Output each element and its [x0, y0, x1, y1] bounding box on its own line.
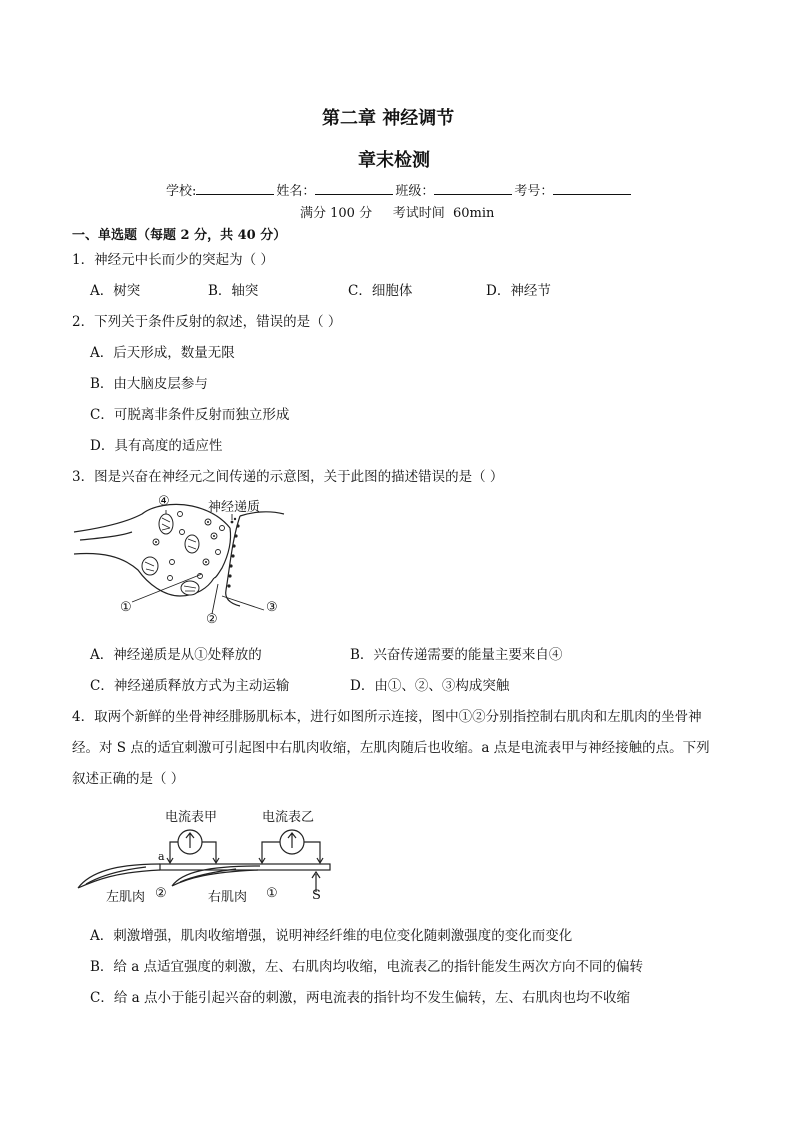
mitochondrion	[159, 514, 173, 534]
label-circle-three: ③	[266, 600, 278, 615]
score-time-line: 满分 100 分 考试时间 60min	[300, 206, 495, 221]
student-info-line	[166, 180, 633, 199]
question-4-stem-line1: 4．取两个新鲜的坐骨神经腓肠肌标本，进行如图所示连接，图中①②分别指控制右肌肉和左肌肉的坐骨神	[72, 709, 702, 725]
label-circle-two-q4: ②	[155, 886, 167, 901]
class-blank[interactable]	[434, 181, 512, 195]
label-point-a: a	[158, 850, 165, 863]
mitochondrion	[181, 581, 199, 595]
q4-option-c[interactable]: C．给 a 点小于能引起兴奋的刺激，两电流表的指针均不发生偏转，左、右肌肉也均不收缩	[90, 990, 630, 1006]
question-4-stem-line3: 叙述正确的是（ ）	[72, 771, 185, 787]
q4-option-a[interactable]: A．刺激增强，肌肉收缩增强，说明神经纤维的电位变化随刺激强度的变化而变化	[90, 928, 573, 944]
name-blank[interactable]	[315, 181, 393, 195]
label-circle-one: ①	[120, 600, 132, 615]
axon-inner-line	[80, 532, 132, 540]
school-blank[interactable]	[196, 181, 274, 195]
label-meter-b: 电流表乙	[262, 810, 315, 825]
name-label: 姓名：	[276, 184, 316, 199]
meter-b-wires	[262, 842, 320, 862]
class-label: 班级：	[395, 184, 435, 199]
postsynaptic-membrane	[226, 516, 240, 606]
section-heading: 一、单选题（每题 2 分，共 40 分）	[72, 228, 287, 243]
chapter-title: 第二章 神经调节	[322, 108, 455, 129]
right-muscle-outline	[172, 866, 260, 886]
q1-option-d[interactable]: D．神经节	[486, 283, 551, 299]
label-s-point: S	[312, 888, 321, 903]
left-muscle-outline	[78, 864, 160, 888]
label-transmitter: 神经递质	[208, 500, 261, 515]
question-4-stem-line2: 经。对 S 点的适宜刺激可引起图中右肌肉收缩，左肌肉随后也收缩。a 点是电流表甲与神经接触的点。下列	[72, 740, 710, 756]
q3-option-d[interactable]: D．由①、②、③构成突触	[350, 678, 510, 694]
receptor-dots	[227, 524, 239, 587]
mitochondrion	[142, 557, 158, 575]
nerve-fiber	[160, 864, 330, 870]
q3-option-a[interactable]: A．神经递质是从①处释放的	[90, 647, 262, 663]
q1-option-b[interactable]: B．轴突	[208, 283, 259, 299]
q1-option-c[interactable]: C．细胞体	[348, 283, 413, 299]
q1-option-a[interactable]: A．树突	[90, 283, 141, 299]
label-circle-four: ④	[158, 494, 170, 509]
leader-three	[222, 596, 264, 610]
label-circle-two: ②	[206, 612, 218, 627]
leader-two	[212, 584, 218, 614]
question-1-stem: 1．神经元中长而少的突起为（ ）	[72, 252, 274, 268]
meter-a-wires	[170, 842, 216, 862]
label-left-muscle: 左肌肉	[106, 890, 146, 905]
label-circle-one-q4: ①	[266, 886, 278, 901]
page-subtitle: 章末检测	[358, 150, 430, 171]
number-label: 考号：	[514, 184, 554, 199]
label-right-muscle: 右肌肉	[208, 890, 248, 905]
q3-option-b[interactable]: B．兴奋传递需要的能量主要来自④	[350, 647, 563, 663]
school-label: 学校:	[166, 184, 197, 199]
q2-option-a[interactable]: A．后天形成，数量无限	[90, 345, 235, 361]
q2-option-b[interactable]: B．由大脑皮层参与	[90, 376, 208, 392]
axon-upper-edge	[74, 504, 230, 532]
question-2-stem: 2．下列关于条件反射的叙述，错误的是（ ）	[72, 314, 342, 330]
q2-option-c[interactable]: C．可脱离非条件反射而独立形成	[90, 407, 290, 423]
question-3-stem: 3．图是兴奋在神经元之间传递的示意图，关于此图的描述错误的是（ ）	[72, 469, 504, 485]
label-meter-a: 电流表甲	[165, 810, 218, 825]
q2-option-d[interactable]: D．具有高度的适应性	[90, 438, 223, 454]
q3-option-c[interactable]: C．神经递质释放方式为主动运输	[90, 678, 290, 694]
number-blank[interactable]	[553, 181, 631, 195]
q4-option-b[interactable]: B．给 a 点适宜强度的刺激，左、右肌肉均收缩，电流表乙的指针能发生两次方向不同的偏转	[90, 959, 644, 975]
mitochondrion	[185, 535, 199, 553]
